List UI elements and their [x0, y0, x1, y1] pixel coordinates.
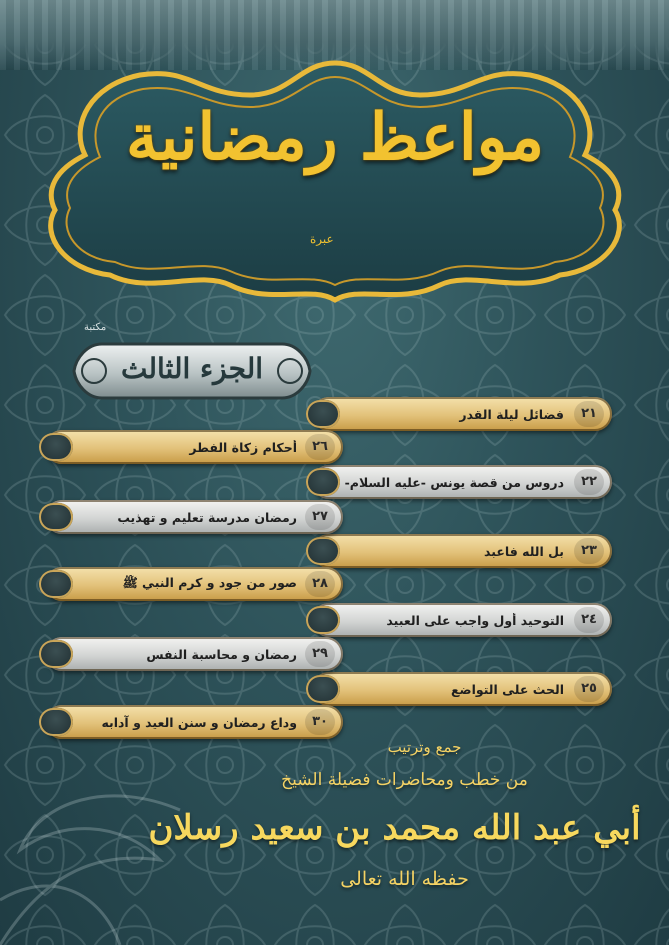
lesson-number: ٣٠ — [305, 709, 335, 735]
lesson-29 — [45, 637, 343, 671]
lesson-title: رمضان مدرسة تعليم و تهذيب — [117, 509, 297, 525]
lesson-number: ٢٦ — [305, 434, 335, 460]
lesson-number: ٢٢ — [574, 469, 604, 495]
lesson-title: بل الله فاعبد — [484, 543, 564, 559]
lesson-number: ٢٧ — [305, 504, 335, 530]
lesson-21 — [312, 397, 612, 431]
bar-end-ornament — [39, 433, 73, 461]
bar-end-ornament — [306, 675, 340, 703]
lesson-number: ٢٥ — [574, 676, 604, 702]
lesson-26 — [45, 430, 343, 464]
lesson-title: أحكام زكاة الفطر — [189, 439, 297, 455]
part-label: الجزء الثالث — [120, 352, 264, 385]
lesson-number: ٢١ — [574, 401, 604, 427]
lesson-title: صور من جود و كرم النبي ﷺ — [122, 574, 297, 590]
side-signature: مكتبة — [84, 322, 107, 333]
bar-end-ornament — [39, 570, 73, 598]
lesson-number: ٢٨ — [305, 571, 335, 597]
lesson-title: رمضان و محاسبة النفس — [146, 646, 297, 662]
title-frame — [40, 55, 630, 305]
lesson-30 — [45, 705, 343, 739]
lesson-27 — [45, 500, 343, 534]
lesson-title: الحث على التواضع — [450, 681, 564, 697]
lesson-title: التوحيد أول واجب على العبيد — [386, 612, 564, 628]
source-line: من خطب ومحاضرات فضيلة الشيخ — [281, 770, 528, 790]
bar-end-ornament — [39, 708, 73, 736]
bar-end-ornament — [39, 640, 73, 668]
lesson-22 — [312, 465, 612, 499]
author-name: أبي عبد الله محمد بن سعيد رسلان — [148, 808, 641, 848]
bar-end-ornament — [306, 400, 340, 428]
bar-end-ornament — [39, 503, 73, 531]
lesson-23 — [312, 534, 612, 568]
title-subtext: عبرة — [310, 232, 334, 246]
lesson-number: ٢٤ — [574, 607, 604, 633]
book-title: مواعظ رمضانية — [126, 100, 544, 175]
lesson-title: دروس من قصة يونس -عليه السلام- — [344, 474, 564, 490]
lesson-title: فضائل ليلة القدر — [459, 406, 564, 422]
bar-end-ornament — [306, 537, 340, 565]
lesson-number: ٢٣ — [574, 538, 604, 564]
lesson-title: وداع رمضان و سنن العيد و آدابه — [101, 714, 297, 730]
lesson-28 — [45, 567, 343, 601]
compiled-by-label: جمع وترتيب — [387, 738, 462, 756]
lesson-25 — [312, 672, 612, 706]
lesson-24 — [312, 603, 612, 637]
bar-end-ornament — [306, 468, 340, 496]
author-prayer: حفظه الله تعالى — [340, 868, 469, 890]
bar-end-ornament — [306, 606, 340, 634]
lesson-number: ٢٩ — [305, 641, 335, 667]
